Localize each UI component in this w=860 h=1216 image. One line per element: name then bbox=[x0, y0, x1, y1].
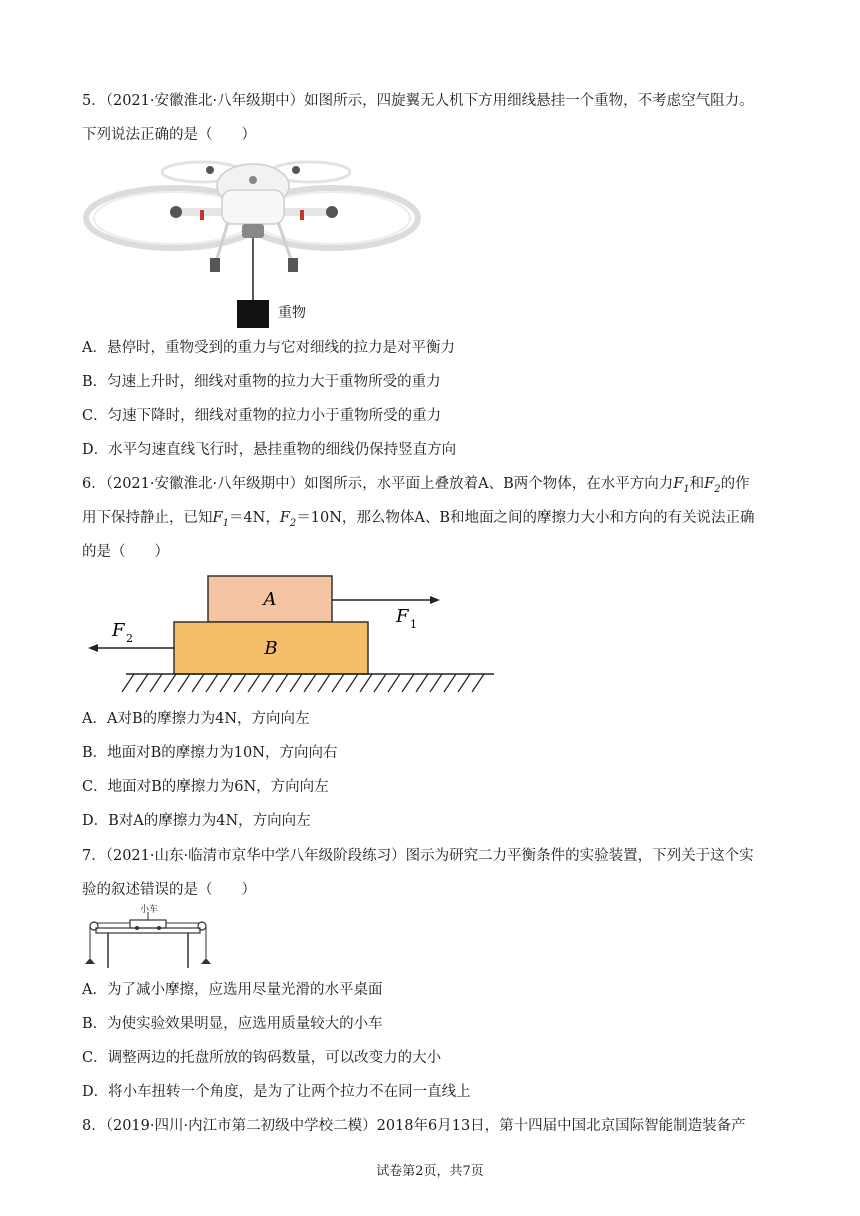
q5-stem-line2: 下列说法正确的是（ ） bbox=[82, 127, 256, 143]
f1-label: F bbox=[396, 606, 409, 627]
blocks-figure bbox=[82, 570, 502, 700]
q5-option-a: A．悬停时，重物受到的重力与它对细线的拉力是对平衡力 bbox=[82, 340, 455, 356]
ground-hatching bbox=[122, 674, 484, 692]
q7-option-d: D．将小车扭转一个角度，是为了让两个拉力不在同一直线上 bbox=[82, 1084, 471, 1100]
q5-stem-line1: 5．（2021·安徽淮北·八年级期中）如图所示，四旋翼无人机下方用细线悬挂一个重物，不考虑空气阻力。 bbox=[82, 93, 754, 109]
q6-stem-line2 bbox=[82, 508, 755, 534]
q6-force-subscript: 1 bbox=[683, 483, 690, 495]
f2-label: F bbox=[112, 620, 125, 641]
q8-stem-line1: 8．（2019·四川·内江市第二初级中学校二模）2018年6月13日，第十四届中国北京国际智能制造装备产 bbox=[82, 1118, 746, 1134]
q6-force-subscript: 2 bbox=[289, 517, 297, 529]
blocks-diagram bbox=[82, 570, 502, 700]
f2-subscript: 2 bbox=[126, 632, 133, 645]
q6-stem-line3: 的是（ ） bbox=[82, 544, 169, 560]
q6-option-d: D．B对A的摩擦力为4N，方向向左 bbox=[82, 813, 311, 829]
drone-figure bbox=[82, 150, 422, 332]
q6-stem-text: 的作 bbox=[720, 476, 750, 492]
q6-force-subscript: 1 bbox=[222, 517, 229, 529]
q7-option-c: C．调整两边的托盘所放的钩码数量，可以改变力的大小 bbox=[82, 1050, 442, 1066]
drone-illustration bbox=[82, 150, 422, 332]
q6-force-symbol: F bbox=[212, 510, 223, 526]
q7-stem-line2: 验的叙述错误的是（ ） bbox=[82, 882, 256, 898]
q6-force-symbol: F bbox=[279, 510, 290, 526]
q6-stem-text: 用下保持静止，已知 bbox=[82, 510, 213, 526]
weight-label: 重物 bbox=[278, 305, 306, 321]
f1-subscript: 1 bbox=[410, 618, 417, 631]
q6-force-symbol: F bbox=[704, 476, 715, 492]
q6-stem-line1 bbox=[82, 474, 750, 500]
q6-stem-text: ＝10N，那么物体A、B和地面之间的摩擦力大小和方向的有关说法正确 bbox=[296, 510, 755, 526]
q5-option-d: D．水平匀速直线飞行时，悬挂重物的细线仍保持竖直方向 bbox=[82, 442, 457, 458]
cart-label: 小车 bbox=[140, 905, 159, 915]
q6-stem-text: 和 bbox=[689, 476, 705, 492]
balance-apparatus-figure bbox=[82, 904, 212, 972]
cart bbox=[130, 920, 166, 928]
q7-option-a: A．为了减小摩擦，应选用尽量光滑的水平桌面 bbox=[82, 982, 383, 998]
q5-option-c: C．匀速下降时，细线对重物的拉力小于重物所受的重力 bbox=[82, 408, 442, 424]
q6-force-subscript: 2 bbox=[714, 483, 721, 495]
block-a-label: A bbox=[263, 589, 277, 610]
q6-option-c: C．地面对B的摩擦力为6N，方向向左 bbox=[82, 779, 329, 795]
q7-stem-line1: 7．（2021·山东·临清市京华中学八年级阶段练习）图示为研究二力平衡条件的实验装置，下列关于这个实 bbox=[82, 848, 754, 864]
block-b-label: B bbox=[264, 638, 278, 659]
q6-force-symbol: F bbox=[673, 476, 684, 492]
q6-option-b: B．地面对B的摩擦力为10N，方向向右 bbox=[82, 745, 338, 761]
q6-option-a: A．A对B的摩擦力为4N，方向向左 bbox=[82, 711, 310, 727]
page-footer: 试卷第2页，共7页 bbox=[376, 1164, 484, 1179]
q6-stem-text: ＝4N， bbox=[228, 510, 280, 526]
q5-option-b: B．匀速上升时，细线对重物的拉力大于重物所受的重力 bbox=[82, 374, 441, 390]
q7-option-b: B．为使实验效果明显，应选用质量较大的小车 bbox=[82, 1016, 383, 1032]
q6-stem-text: 6．（2021·安徽淮北·八年级期中）如图所示，水平面上叠放着A、B两个物体，在水平方向力 bbox=[82, 476, 674, 492]
